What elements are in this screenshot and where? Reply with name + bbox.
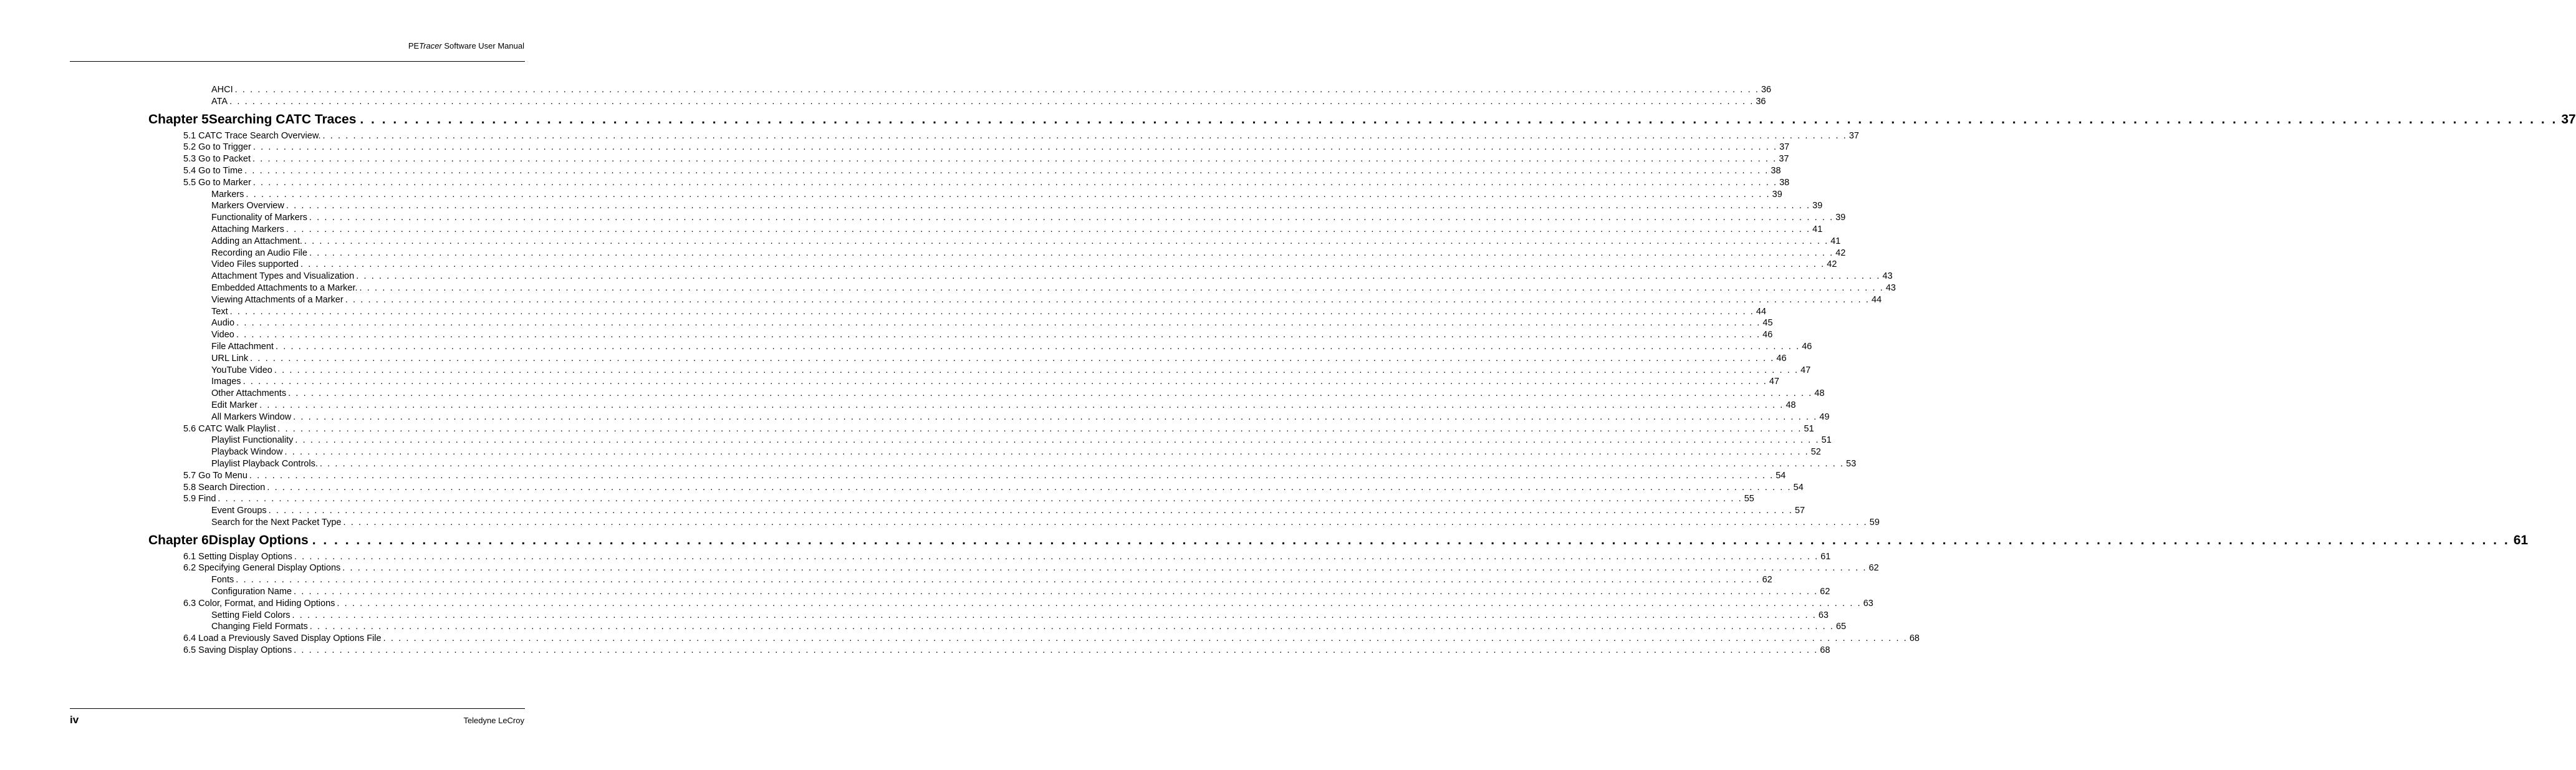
dot-leader: . . . . . . . . . . . . . . . . . . . . . . . . . . . . . . . . . . . . . . . . . . . . . . . . . . . . . . . . . . . . . . . . . . . . . . . . . . . . . . . . . . . . . . . . . . . . . . . . . . . . . . . . . . . . . . . . . . . . . . . . . . . . . . . . . . . . . . . . . . . . . . . . . . . . . . . . . . . . . . . . . . . . . . . . . . . . . . . . . . . . . . . . . . . . . . . . . . . . . . . .: [342, 563, 1867, 574]
dot-leader: . . . . . . . . . . . . . . . . . . . . . . . . . . . . . . . . . . . . . . . . . . . . . . . . . . . . . . . . . . . . . . . . . . . . . . . . . . . . . . . . . . . . . . . . . . . . . . . . . . . . . . . . . . . . . . . . . . . . . . . . . . . . . . . . . . . . . . . . . . . . . . . . . . . . . . . . . . . . . . . . . . . . . . . . . . . . . . . . . . . . . . . . . . . . . . . . . . . . . . . .: [359, 282, 1884, 293]
toc-entry-label: Embedded Attachments to a Marker.: [211, 282, 358, 293]
toc-page-number: 63: [1818, 610, 1829, 620]
toc-entry-label: Playlist Playback Controls.: [211, 458, 318, 469]
toc-page-number: 36: [1761, 85, 1772, 95]
toc-entry[interactable]: [148, 446, 1821, 458]
toc-entry-label: Audio: [211, 318, 235, 329]
toc-entry-label: Playlist Functionality: [211, 435, 294, 446]
footer-company: Teledyne LeCroy: [463, 716, 524, 725]
toc-entry[interactable]: [148, 610, 1829, 622]
dot-leader: . . . . . . . . . . . . . . . . . . . . . . . . . . . . . . . . . . . . . . . . . . . . . . . . . . . . . . . . . . . . . . . . . . . . . . . . . . . . . . . . . . . . . . . . . . . . . . . . . . . . . . . . . . . . . . . . . . . . . . . . . . . . . . . . . . . . . . . . . . . . . . . . . . . . . . . . . . . . . . . . . . . . . . . . . . . . . . . . . . . . . . . . . . . . . . . . . . . . . . . .: [322, 130, 1847, 141]
toc-page-number: 59: [1869, 517, 1880, 527]
dot-leader: . . . . . . . . . . . . . . . . . . . . . . . . . . . . . . . . . . . . . . . . . . . . . . . . . . . . . . . . . . . . . . . . . . . . . . . . . . . . . . . . . . . . . . . . . . . . . . . . . . . . . . . . . . . . . . . . . . . . . . . . . . . . . . . . . . . . . . . . . . . . . . . . . . . . . . . . . . . . . . . . . . . . . . . . . . . . . . . . . . . . . . . . . . . . . . . . . . . . . . . .: [252, 154, 1777, 165]
dot-leader: . . . . . . . . . . . . . . . . . . . . . . . . . . . . . . . . . . . . . . . . . . . . . . . . . . . . . . . . . . . . . . . . . . . . . . . . . . . . . . . . . . . . . . . . . . . . . . . . . . . . . . . . . . . . . . . . . . . . . . . . . . . . . . . . . . . . . . . . . . . . . . . . . . . . . . . . . . . . . . . . . . . . . . . . . . . . . . . . . . . . . . . . . . . . . . . . . . . . . . . .: [284, 447, 1809, 458]
toc-entry-label: Other Attachments: [211, 388, 287, 399]
toc-page-number: 54: [1776, 470, 1786, 481]
toc-entry[interactable]: [148, 236, 1841, 248]
toc-page-number: 47: [1800, 365, 1811, 375]
dot-leader: . . . . . . . . . . . . . . . . . . . . . . . . . . . . . . . . . . . . . . . . . . . . . . . . . . . . . . . . . . . . . . . . . . . . . . . . . . . . . . . . . . . . . . . . . . . . . . . . . . . . . . . . . . . . . . . . . . . . . . . . . . . . . . . . . . . . . . . . . . . . . . . . . . . . . . . . . . . . . . . . . . . . . . . . . . . . . . . . . . . . . . . . . . . . . . . . . . . . . . . .: [309, 248, 1834, 258]
chapter-number: Chapter 5: [148, 112, 209, 127]
toc-page-number: 53: [1846, 458, 1857, 469]
toc-page-number: 46: [1762, 330, 1773, 340]
toc-entry-label: Markers: [211, 189, 244, 200]
toc-entry-label: Attachment Types and Visualization: [211, 271, 355, 282]
toc-entry[interactable]: [148, 142, 1790, 153]
dot-leader: . . . . . . . . . . . . . . . . . . . . . . . . . . . . . . . . . . . . . . . . . . . . . . . . . . . . . . . . . . . . . . . . . . . . . . . . . . . . . . . . . . . . . . . . . . . . . . . . . . . . . . . . . . . . . . . . . . . . . . . . . . . . . . . . . . . . . . . . . . . . . . . . . . . . . . . . . . . . . . . . . . . . . . . . . . . . . . . . . . . . . . . . . . . . . . . . . . . . . . . .: [383, 633, 1908, 644]
toc-entry[interactable]: [148, 271, 1893, 282]
toc-chapter-heading[interactable]: [148, 532, 2529, 549]
running-header: [408, 41, 524, 51]
toc-entry[interactable]: [148, 376, 1779, 388]
toc-page-number: 61: [2513, 532, 2529, 547]
toc-entry[interactable]: [148, 586, 1830, 598]
dot-leader: . . . . . . . . . . . . . . . . . . . . . . . . . . . . . . . . . . . . . . . . . . . . . . . . . . . . . . . . . . . . . . . . . . . . . . . . . . . . . . . . . . . . . . . . . . . . . . . . . . . . . . . . . . . . . . . . . . . . . . . . . . . . . . . . . . . . . . . . . . . . . . . . . . . . . . . . . . . . . . . . . . . . . . . . . . . . . . . . . . . . . . . . . . . . . . . . . . . . . . . .: [252, 142, 1778, 153]
toc-page-number: 46: [1802, 341, 1812, 352]
toc-entry[interactable]: [148, 306, 1767, 318]
page-number: iv: [70, 714, 79, 726]
dot-leader: . . . . . . . . . . . . . . . . . . . . . . . . . . . . . . . . . . . . . . . . . . . . . . . . . . . . . . . . . . . . . . . . . . . . . . . . . . . . . . . . . . . . . . . . . . . . . . . . . . . . . . . . . . . . . . . . . . . . . . . . . . . . . . . . . . . . . . . . . . . . . . . . . . . . . . . . . . . . . . . . . . . . . . . . . . . . . . . . . . . . . . . . . . . . . . . . . . . . . . . .: [259, 400, 1784, 410]
toc-entry-label: Display Options: [208, 532, 309, 547]
toc-page-number: 43: [1885, 282, 1896, 293]
toc-entry-label: Functionality of Markers: [211, 213, 307, 223]
toc-entry-label: Recording an Audio File: [211, 248, 307, 258]
toc-entry-label: 5.4 Go to Time: [183, 165, 243, 176]
toc-entry-label: Video Files supported: [211, 259, 299, 270]
toc-entry[interactable]: [148, 574, 1772, 586]
toc-page-number: 49: [1819, 411, 1830, 422]
table-of-contents: [148, 84, 2576, 657]
toc-page-number: 51: [1821, 435, 1832, 446]
toc-entry-label: 5.1 CATC Trace Search Overview.: [183, 130, 321, 141]
dot-leader: . . . . . . . . . . . . . . . . . . . . . . . . . . . . . . . . . . . . . . . . . . . . . . . . . . . . . . . . . . . . . . . . . . . . . . . . . . . . . . . . . . . . . . . . . . . . . . . . . . . . . . . . . . . . . . . . . . . . . . . . . . . . . . . . . . . . . . . . . . . . . . . . . . . . . . . . . . . . . . . . . . . . . . . . . . . . . . . . . . . . . . . . . . . . . . . . . . . . . . . .: [267, 482, 1792, 493]
toc-entry[interactable]: [148, 470, 1786, 482]
toc-entry[interactable]: [148, 153, 1789, 165]
dot-leader: . . . . . . . . . . . . . . . . . . . . . . . . . . . . . . . . . . . . . . . . . . . . . . . . . . . . . . . . . . . . . . . . . . . . . . . . . . . . . . . . . . . . . . . . . . . . . . . . . . . . . . . . . . . . . . . . . . . . . . . . . . . . . . . . . . . . . . . . . . . . . . . . . . . . . . . . . . . . . . . . . . . . . . . . . . . . . . . . . . . . . . . . . . . . . . . . . . . . . . . .: [236, 575, 1761, 585]
toc-page-number: 61: [1820, 551, 1831, 562]
toc-page-number: 47: [1769, 377, 1779, 387]
toc-page-number: 55: [1744, 494, 1754, 504]
toc-page-number: 62: [1868, 563, 1879, 574]
dot-leader: . . . . . . . . . . . . . . . . . . . . . . . . . . . . . . . . . . . . . . . . . . . . . . . . . . . . . . . . . . . . . . . . . . . . . . . . . . . . . . . . . . . . . . . . . . . . . . . . . . . . . . . . . . . . . . . . . . . . . . . . . . . . . . . . . . . . . . . . . . . . . . . . . . . . . . . . . . . . . . . . . . . . . . . . . . . . . . . . . . . . . . . . . . . . . . . . . . . . . . . .: [292, 610, 1817, 620]
footer-divider: [70, 708, 525, 709]
dot-leader: . . . . . . . . . . . . . . . . . . . . . . . . . . . . . . . . . . . . . . . . . . . . . . . . . . . . . . . . . . . . . . . . . . . . . . . . . . . . . . . . . . . . . . . . . . . . . . . . . . . . . . . . . . . . . . . . . . . . . . . . . . . . . . . . . . . . . . . . . . . . . . . . . . . . . . . . . . . . . . . . . . . . . . . . . . . . . . . . . . . . . . . . . . . . . . . . . . . . . . . .: [309, 213, 1834, 223]
toc-page-number: 48: [1814, 388, 1825, 399]
dot-leader: . . . . . . . . . . . . . . . . . . . . . . . . . . . . . . . . . . . . . . . . . . . . . . . . . . . . . . . . . . . . . . . . . . . . . . . . . . . . . . . . . . . . . . . . . . . . . . . . . . . . . . . . . . . . . . . . . . . . . . . . . . . . . . . . . . . . . . . . . . . . . . . . . . . . . . . . . . . . . . . . . . . . . . . . . . . . . . . . . . . . . . . . . . . . . . . . . . . . . . . .: [246, 189, 1771, 200]
dot-leader: . . . . . . . . . . . . . . . . . . . . . . . . . . . . . . . . . . . . . . . . . . . . . . . . . . . . . . . . . . . . . . . . . . . . . . . . . . . . . . . . . . . . . . . . . . . . . . . . . . . . . . . . . . . . . . . . . . . . . . . . . . . . . . . . . . . . . . . . . . . . . . . . . . . . . . . . . . . . . . . . . . . . . . . . . . . . . . . . . . . . . . . . . . . . . . . . . . . . . . . .: [229, 306, 1754, 317]
toc-entry-label: 5.6 CATC Walk Playlist: [183, 423, 276, 434]
toc-page-number: 68: [1909, 633, 1920, 644]
header-title-suffix: Software User Manual: [441, 41, 524, 51]
toc-page-number: 68: [1820, 645, 1830, 656]
dot-leader: . . . . . . . . . . . . . . . . . . . . . . . . . . . . . . . . . . . . . . . . . . . . . . . . . . . . . . . . . . . . . . . . . . . . . . . . . . . . . . . . . . . . . . . . . . . . . . . . . . . . . . . . . . . . . . . . . . . . . . . . . . . . . . . . . . . . . . . . . . . . . . . . . . . . . . . . . . . . . . . . . . . . . . . . . . . . . . . . . . . . . . . . . . . . . . . . . . . . . . . .: [236, 330, 1761, 340]
toc-entry[interactable]: [148, 259, 1837, 271]
dot-leader: . . . . . . . . . . . . . . . . . . . . . . . . . . . . . . . . . . . . . . . . . . . . . . . . . . . . . . . . . . . . . . . . . . . . . . . . . . . . . . . . . . . . . . . . . . . . . . . . . . . . . . . . . . . . . . . . . . . . . . . . . . . . . . . . . . . . . . . . . . . . . . . . . . . . . . . . . . . . . . . . . . . . . . . . . . . . . . . . . . . . . . . . . . . . . . . . . . . . . . . .: [236, 318, 1761, 329]
toc-entry[interactable]: [148, 458, 1857, 470]
toc-entry[interactable]: [148, 84, 1772, 96]
dot-leader: . . . . . . . . . . . . . . . . . . . . . . . . . . . . . . . . . . . . . . . . . . . . . . . . . . . . . . . . . . . . . . . . . . . . . . . . . . . . . . . . . . . . . . . . . . . . . . . . . . . . . . . . . . . . . . . . . . . . . . . . . . . . . . . . . . . . . . . . . . . . . . . . . . . . . . . . . . . . . . . . . . . . . . . . . . . . . . . . . . . . . . . . . . . . . . . . . . . . . . . .: [286, 201, 1811, 211]
toc-entry-label: 5.5 Go to Marker: [183, 177, 251, 188]
toc-entry[interactable]: [148, 400, 1796, 411]
toc-page-number: 41: [1830, 236, 1841, 246]
chapter-number: Chapter 6: [148, 532, 209, 547]
dot-leader: . . . . . . . . . . . . . . . . . . . . . . . . . . . . . . . . . . . . . . . . . . . . . . . . . . . . . . . . . . . . . . . . . . . . . . . . . . . . . . . . . . . . . . . . . . . . . . . . . . . . . . . . . . . . . . . . . . . . . . . . . . . . . . . . . . . . . . . . . . . . . . . . . . . . . . . . . . . . . . . . . . . . . . . . . . . . . . . . . . . . . . . . . . . . . . . . . . . . . . . .: [243, 377, 1767, 387]
dot-leader: . . . . . . . . . . . . . . . . . . . . . . . . . . . . . . . . . . . . . . . . . . . . . . . . . . . . . . . . . . . . . . . . . . . . . . . . . . . . . . . . . . . . . . . . . . . . . . . . . . . . . . . . . . . . . . . . . . . . . . . . . . . . . . . . . . . . . . . . . . . . . . . . . . . . . . . . . . . . . . . . . . . . . . . . . . . . . . . . . . . . . . . . . . . . . . . . . . . . . . . .: [345, 294, 1870, 305]
dot-leader: . . . . . . . . . . . . . . . . . . . . . . . . . . . . . . . . . . . . . . . . . . . . . . . . . . . . . . . . . . . . . . . . . . . . . . . . . . . . . . . . . . . . . . . . . . . . . . . . . . . . . . . . . . . . . . . . . . . . . . . . . . . . . . . . . . . . . . . . . . . . . . . . . . . . . . . . . . . . . . . . . . . . . . . . . . . . . . . . . . . . . . . . . . . . . . . . . . . . . . . .: [300, 259, 1825, 270]
toc-entry-label: 5.7 Go To Menu: [183, 470, 248, 481]
toc-entry-label: Adding an Attachment.: [211, 236, 302, 246]
dot-leader: . . . . . . . . . . . . . . . . . . . . . . . . . . . . . . . . . . . . . . . . . . . . . . . . . . . . . . . . . . . . . . . . . . . . . . . . . . . . . . . . . . . . . . . . . . . . . . . . . . . . . . . . . . . . . . . . . . . . . . . . . . . . . . . . . . . . . . . . . . . . . . . . . . . . . . . . . . . . . . . . . . . . . . . . . . . . . . . . . . . . . . . . . . . . . . . . . . . . . . . .: [244, 165, 1769, 176]
toc-page-number: 51: [1804, 423, 1814, 434]
toc-entry-label: Configuration Name: [211, 587, 292, 597]
toc-entry-label: Event Groups: [211, 506, 267, 516]
toc-entry-label: ATA: [211, 96, 228, 107]
toc-page-number: 46: [1776, 353, 1787, 363]
toc-page-number: 41: [1812, 224, 1823, 234]
toc-entry[interactable]: [148, 551, 1831, 563]
toc-entry[interactable]: [148, 633, 1920, 645]
dot-leader: . . . . . . . . . . . . . . . . . . . . . . . . . . . . . . . . . . . . . . . . . . . . . . . . . . . . . . . . . . . . . . . . . . . . . . . . . . . . . . . . . . . . . . . . . . . . . . . . . . . . . . . . . . . . . . . . . . . . . . . . . . . . . . . . . . . . . . . . . . . . . . . . . . . . . . . . . . . . . . . . . . . . . . . . . . . . . . . . . . . . . . . . . . . . . . . . . . . . . . . .: [275, 341, 1800, 352]
toc-entry-label: 6.3 Color, Format, and Hiding Options: [183, 598, 335, 609]
dot-leader: . . . . . . . . . . . . . . . . . . . . . . . . . . . . . . . . . . . . . . . . . . . . . . . . . . . . . . . . . . . . . . . . . . . . . . . . . . . . . . . . . . . . . . . . . . . . . . . . . . . . . . . . . . . . . . . . . . . . . . . . . . . . . . . . . . . . . . . . . . . . . . . . . . . . . . . . . . . . . . . . . . . . . . . . . . . . . . . . . . . . . . . . . . . . . . . . . . . . . . . .: [277, 423, 1802, 434]
header-title-prefix: PE: [408, 41, 420, 51]
toc-page-number: 62: [1820, 587, 1830, 597]
toc-page-number: 39: [1812, 201, 1823, 211]
toc-page-number: 48: [1785, 400, 1796, 410]
toc-entry-label: 5.3 Go to Packet: [183, 154, 251, 165]
toc-page-number: 39: [1835, 213, 1846, 223]
toc-page-number: 39: [1772, 189, 1782, 200]
dot-leader: . . . . . . . . . . . . . . . . . . . . . . . . . . . . . . . . . . . . . . . . . . . . . . . . . . . . . . . . . . . . . . . . . . . . . . . . . . . . . . . . . . . . . . . . . . . . . . . . . . . . . . . . . . . . . . . . . . . . . . . . . . . . . . . . . . . . . . . . . . . . . . . . . . . . . . . . . . . . . . . . . . . . . . . . . . . . . . . . . . . . . . . . . . . . . . . . . . . . . . . .: [288, 388, 1813, 399]
toc-entry[interactable]: [148, 423, 1814, 435]
toc-entry[interactable]: [148, 189, 1782, 201]
toc-entry[interactable]: [148, 517, 1880, 529]
toc-entry-label: 5.2 Go to Trigger: [183, 142, 251, 153]
toc-entry-label: 6.1 Setting Display Options: [183, 551, 292, 562]
toc-page-number: 38: [1779, 177, 1790, 188]
toc-entry[interactable]: [148, 482, 1804, 494]
toc-entry-label: YouTube Video: [211, 365, 272, 375]
toc-entry-label: 6.5 Saving Display Options: [183, 645, 292, 656]
toc-chapter-heading[interactable]: [148, 112, 2576, 128]
toc-page-number: 45: [1762, 318, 1773, 329]
toc-entry[interactable]: [148, 282, 1896, 294]
toc-entry-label: Markers Overview: [211, 201, 284, 211]
dot-leader: . . . . . . . . . . . . . . . . . . . . . . . . . . . . . . . . . . . . . . . . . . . . . . . . . . . . . . . . . . . . . . . . . . . . . . . . . . . . . . . . . . . . . . . . . . . . . . . . . . . . . . . . . . . . . . . . . . . . . . . . . . . . . . . . . . . . . . . . . . . . . . . . . . . . . . . . . . . . . . . . . . . . . . . . . . . . . . . . . . . . . . . . . . . . . . . . . . . . . . . .: [249, 470, 1774, 481]
dot-leader: . . . . . . . . . . . . . . . . . . . . . . . . . . . . . . . . . . . . . . . . . . . . . . . . . . . . . . . . . . . . . . . . . . . . . . . . . . . . . . . . . . . . . . . . . . . . . . . . . . . . . . . . . . . . . . . . . . . . . . . . . . . . . . . . . . . . . . . . . . . . . . . . . . . . . . . . . . . . . . . . . . . . . . . . . . . . . . . . . . . . . . . . . . . . . . . . . . . . . . . .: [337, 598, 1862, 609]
toc-entry-label: Images: [211, 377, 241, 387]
toc-entry-label: Searching CATC Traces: [208, 112, 357, 127]
toc-entry-label: 5.9 Find: [183, 494, 216, 504]
toc-entry[interactable]: [148, 200, 1823, 212]
toc-entry-label: 6.2 Specifying General Display Options: [183, 563, 341, 574]
toc-entry-label: Attaching Markers: [211, 224, 284, 234]
toc-entry[interactable]: [148, 248, 1846, 259]
toc-page-number: 36: [1756, 96, 1766, 107]
toc-page-number: 42: [1827, 259, 1837, 270]
toc-entry[interactable]: [148, 562, 1879, 574]
toc-entry-label: AHCI: [211, 85, 233, 95]
toc-entry[interactable]: [148, 598, 1873, 610]
dot-leader: . . . . . . . . . . . . . . . . . . . . . . . . . . . . . . . . . . . . . . . . . . . . . . . . . . . . . . . . . . . . . . . . . . . . . . . . . . . . . . . . . . . . . . . . . . . . . . . . . . . . . . . . . . . . . . . . . . . . . . . . . . . . . . . . . . . . . . . . . . . . . . . . . . . . . . . . . . . . . . . . . . . . . . . . . . . . . . . . . . . . . . . . . . . . . . . . . . . . . . . .: [312, 532, 2510, 547]
toc-entry[interactable]: [148, 621, 1847, 633]
toc-entry-label: Search for the Next Packet Type: [211, 517, 342, 527]
toc-entry[interactable]: [148, 353, 1787, 365]
toc-entry[interactable]: [148, 294, 1882, 306]
dot-leader: . . . . . . . . . . . . . . . . . . . . . . . . . . . . . . . . . . . . . . . . . . . . . . . . . . . . . . . . . . . . . . . . . . . . . . . . . . . . . . . . . . . . . . . . . . . . . . . . . . . . . . . . . . . . . . . . . . . . . . . . . . . . . . . . . . . . . . . . . . . . . . . . . . . . . . . . . . . . . . . . . . . . . . . . . . . . . . . . . . . . . . . . . . . . . . . . . . . . . . . .: [356, 271, 1881, 282]
dot-leader: . . . . . . . . . . . . . . . . . . . . . . . . . . . . . . . . . . . . . . . . . . . . . . . . . . . . . . . . . . . . . . . . . . . . . . . . . . . . . . . . . . . . . . . . . . . . . . . . . . . . . . . . . . . . . . . . . . . . . . . . . . . . . . . . . . . . . . . . . . . . . . . . . . . . . . . . . . . . . . . . . . . . . . . . . . . . . . . . . . . . . . . . . . . . . . . . . . . . . . . .: [304, 236, 1829, 246]
toc-entry[interactable]: [148, 341, 1812, 353]
dot-leader: . . . . . . . . . . . . . . . . . . . . . . . . . . . . . . . . . . . . . . . . . . . . . . . . . . . . . . . . . . . . . . . . . . . . . . . . . . . . . . . . . . . . . . . . . . . . . . . . . . . . . . . . . . . . . . . . . . . . . . . . . . . . . . . . . . . . . . . . . . . . . . . . . . . . . . . . . . . . . . . . . . . . . . . . . . . . . . . . . . . . . . . . . . . . . . . . . . . . . . . .: [268, 506, 1793, 516]
toc-entry[interactable]: [148, 388, 1825, 400]
toc-entry-label: URL Link: [211, 353, 249, 363]
toc-page-number: 44: [1872, 294, 1882, 305]
dot-leader: . . . . . . . . . . . . . . . . . . . . . . . . . . . . . . . . . . . . . . . . . . . . . . . . . . . . . . . . . . . . . . . . . . . . . . . . . . . . . . . . . . . . . . . . . . . . . . . . . . . . . . . . . . . . . . . . . . . . . . . . . . . . . . . . . . . . . . . . . . . . . . . . . . . . . . . . . . . . . . . . . . . . . . . . . . . . . . . . . . . . . . . . . . . . . . . . . . . . . . . .: [274, 365, 1799, 375]
toc-entry[interactable]: [148, 224, 1823, 236]
dot-leader: . . . . . . . . . . . . . . . . . . . . . . . . . . . . . . . . . . . . . . . . . . . . . . . . . . . . . . . . . . . . . . . . . . . . . . . . . . . . . . . . . . . . . . . . . . . . . . . . . . . . . . . . . . . . . . . . . . . . . . . . . . . . . . . . . . . . . . . . . . . . . . . . . . . . . . . . . . . . . . . . . . . . . . . . . . . . . . . . . . . . . . . . . . . . . . . . . . . . . . . .: [218, 494, 1742, 504]
toc-entry[interactable]: [148, 505, 1805, 517]
toc-entry[interactable]: [148, 317, 1773, 329]
toc-page-number: 65: [1836, 622, 1847, 632]
toc-entry[interactable]: [148, 177, 1790, 189]
toc-entry-label: Setting Field Colors: [211, 610, 291, 620]
toc-entry[interactable]: [148, 130, 1859, 142]
toc-entry[interactable]: [148, 96, 1766, 108]
toc-entry-label: Edit Marker: [211, 400, 258, 410]
dot-leader: . . . . . . . . . . . . . . . . . . . . . . . . . . . . . . . . . . . . . . . . . . . . . . . . . . . . . . . . . . . . . . . . . . . . . . . . . . . . . . . . . . . . . . . . . . . . . . . . . . . . . . . . . . . . . . . . . . . . . . . . . . . . . . . . . . . . . . . . . . . . . . . . . . . . . . . . . . . . . . . . . . . . . . . . . . . . . . . . . . . . . . . . . . . . . . . . . . . . . . . .: [309, 622, 1835, 632]
header-divider: [70, 61, 525, 62]
toc-entry[interactable]: [148, 365, 1811, 377]
toc-page-number: 38: [1771, 165, 1781, 176]
dot-leader: . . . . . . . . . . . . . . . . . . . . . . . . . . . . . . . . . . . . . . . . . . . . . . . . . . . . . . . . . . . . . . . . . . . . . . . . . . . . . . . . . . . . . . . . . . . . . . . . . . . . . . . . . . . . . . . . . . . . . . . . . . . . . . . . . . . . . . . . . . . . . . . . . . . . . . . . . . . . . . . . . . . . . . . . . . . . . . . . . . . . . . . . . . . . . . . . . . . . . . . .: [319, 458, 1845, 469]
toc-entry-label: 6.4 Load a Previously Saved Display Options File: [183, 633, 382, 644]
toc-entry[interactable]: [148, 493, 1754, 505]
toc-page-number: 37: [1779, 142, 1790, 153]
dot-leader: . . . . . . . . . . . . . . . . . . . . . . . . . . . . . . . . . . . . . . . . . . . . . . . . . . . . . . . . . . . . . . . . . . . . . . . . . . . . . . . . . . . . . . . . . . . . . . . . . . . . . . . . . . . . . . . . . . . . . . . . . . . . . . . . . . . . . . . . . . . . . . . . . . . . . . . . . . . . . . . . . . . . . . . . . . . . . . . . . . . . . . . . . . . . . . . . . . . . . . . .: [234, 85, 1759, 95]
dot-leader: . . . . . . . . . . . . . . . . . . . . . . . . . . . . . . . . . . . . . . . . . . . . . . . . . . . . . . . . . . . . . . . . . . . . . . . . . . . . . . . . . . . . . . . . . . . . . . . . . . . . . . . . . . . . . . . . . . . . . . . . . . . . . . . . . . . . . . . . . . . . . . . . . . . . . . . . . . . . . . . . . . . . . . . . . . . . . . . . . . . . . . . . . . . . . . . . . . . . . . . .: [295, 435, 1820, 446]
dot-leader: . . . . . . . . . . . . . . . . . . . . . . . . . . . . . . . . . . . . . . . . . . . . . . . . . . . . . . . . . . . . . . . . . . . . . . . . . . . . . . . . . . . . . . . . . . . . . . . . . . . . . . . . . . . . . . . . . . . . . . . . . . . . . . . . . . . . . . . . . . . . . . . . . . . . . . . . . . . . . . . . . . . . . . . . . . . . . . . . . . . . . . . . . . . . . . . . . . . . . . . .: [252, 177, 1778, 188]
toc-entry[interactable]: [148, 329, 1773, 341]
toc-entry-label: Viewing Attachments of a Marker: [211, 294, 344, 305]
dot-leader: . . . . . . . . . . . . . . . . . . . . . . . . . . . . . . . . . . . . . . . . . . . . . . . . . . . . . . . . . . . . . . . . . . . . . . . . . . . . . . . . . . . . . . . . . . . . . . . . . . . . . . . . . . . . . . . . . . . . . . . . . . . . . . . . . . . . . . . . . . . . . . . . . . . . . . . . . . . . . . . . . . . . . . . . . . . . . . . . . . . . . . . . . . . . . . . . . . . . . . . .: [294, 645, 1819, 656]
dot-leader: . . . . . . . . . . . . . . . . . . . . . . . . . . . . . . . . . . . . . . . . . . . . . . . . . . . . . . . . . . . . . . . . . . . . . . . . . . . . . . . . . . . . . . . . . . . . . . . . . . . . . . . . . . . . . . . . . . . . . . . . . . . . . . . . . . . . . . . . . . . . . . . . . . . . . . . . . . . . . . . . . . . . . . . . . . . . . . . . . . . . . . . . . . . . . . . . . . . . . . . .: [360, 112, 2558, 127]
toc-entry-label: Text: [211, 306, 228, 317]
toc-page-number: 44: [1756, 306, 1767, 317]
toc-page-number: 57: [1794, 506, 1805, 516]
toc-entry-label: File Attachment: [211, 341, 274, 352]
toc-entry-label: All Markers Window: [211, 411, 292, 422]
dot-leader: . . . . . . . . . . . . . . . . . . . . . . . . . . . . . . . . . . . . . . . . . . . . . . . . . . . . . . . . . . . . . . . . . . . . . . . . . . . . . . . . . . . . . . . . . . . . . . . . . . . . . . . . . . . . . . . . . . . . . . . . . . . . . . . . . . . . . . . . . . . . . . . . . . . . . . . . . . . . . . . . . . . . . . . . . . . . . . . . . . . . . . . . . . . . . . . . . . . . . . . .: [294, 551, 1819, 562]
header-title-italic: Tracer: [419, 41, 442, 51]
toc-page-number: 37: [1848, 130, 1859, 141]
toc-entry[interactable]: [148, 645, 1830, 657]
toc-entry-label: Video: [211, 330, 234, 340]
toc-entry-label: Changing Field Formats: [211, 622, 308, 632]
toc-page-number: 54: [1793, 482, 1804, 493]
toc-page-number: 37: [1779, 154, 1789, 165]
toc-page-number: 43: [1882, 271, 1893, 282]
dot-leader: . . . . . . . . . . . . . . . . . . . . . . . . . . . . . . . . . . . . . . . . . . . . . . . . . . . . . . . . . . . . . . . . . . . . . . . . . . . . . . . . . . . . . . . . . . . . . . . . . . . . . . . . . . . . . . . . . . . . . . . . . . . . . . . . . . . . . . . . . . . . . . . . . . . . . . . . . . . . . . . . . . . . . . . . . . . . . . . . . . . . . . . . . . . . . . . . . . . . . . . .: [250, 353, 1775, 363]
dot-leader: . . . . . . . . . . . . . . . . . . . . . . . . . . . . . . . . . . . . . . . . . . . . . . . . . . . . . . . . . . . . . . . . . . . . . . . . . . . . . . . . . . . . . . . . . . . . . . . . . . . . . . . . . . . . . . . . . . . . . . . . . . . . . . . . . . . . . . . . . . . . . . . . . . . . . . . . . . . . . . . . . . . . . . . . . . . . . . . . . . . . . . . . . . . . . . . . . . . . . . . .: [343, 517, 1868, 527]
toc-page-number: 37: [2561, 112, 2576, 127]
dot-leader: . . . . . . . . . . . . . . . . . . . . . . . . . . . . . . . . . . . . . . . . . . . . . . . . . . . . . . . . . . . . . . . . . . . . . . . . . . . . . . . . . . . . . . . . . . . . . . . . . . . . . . . . . . . . . . . . . . . . . . . . . . . . . . . . . . . . . . . . . . . . . . . . . . . . . . . . . . . . . . . . . . . . . . . . . . . . . . . . . . . . . . . . . . . . . . . . . . . . . . . .: [229, 96, 1754, 107]
toc-page-number: 62: [1762, 575, 1772, 585]
dot-leader: . . . . . . . . . . . . . . . . . . . . . . . . . . . . . . . . . . . . . . . . . . . . . . . . . . . . . . . . . . . . . . . . . . . . . . . . . . . . . . . . . . . . . . . . . . . . . . . . . . . . . . . . . . . . . . . . . . . . . . . . . . . . . . . . . . . . . . . . . . . . . . . . . . . . . . . . . . . . . . . . . . . . . . . . . . . . . . . . . . . . . . . . . . . . . . . . . . . . . . . .: [293, 411, 1818, 422]
toc-page-number: 52: [1810, 447, 1821, 458]
toc-entry-label: Playback Window: [211, 447, 283, 458]
dot-leader: . . . . . . . . . . . . . . . . . . . . . . . . . . . . . . . . . . . . . . . . . . . . . . . . . . . . . . . . . . . . . . . . . . . . . . . . . . . . . . . . . . . . . . . . . . . . . . . . . . . . . . . . . . . . . . . . . . . . . . . . . . . . . . . . . . . . . . . . . . . . . . . . . . . . . . . . . . . . . . . . . . . . . . . . . . . . . . . . . . . . . . . . . . . . . . . . . . . . . . . .: [286, 224, 1811, 234]
toc-page-number: 63: [1863, 598, 1873, 609]
dot-leader: . . . . . . . . . . . . . . . . . . . . . . . . . . . . . . . . . . . . . . . . . . . . . . . . . . . . . . . . . . . . . . . . . . . . . . . . . . . . . . . . . . . . . . . . . . . . . . . . . . . . . . . . . . . . . . . . . . . . . . . . . . . . . . . . . . . . . . . . . . . . . . . . . . . . . . . . . . . . . . . . . . . . . . . . . . . . . . . . . . . . . . . . . . . . . . . . . . . . . . . .: [293, 587, 1819, 597]
toc-entry-label: Fonts: [211, 575, 234, 585]
toc-entry[interactable]: [148, 165, 1781, 177]
toc-entry[interactable]: [148, 435, 1832, 446]
toc-entry-label: 5.8 Search Direction: [183, 482, 266, 493]
toc-entry[interactable]: [148, 212, 1846, 224]
toc-page-number: 42: [1835, 248, 1846, 258]
toc-entry[interactable]: [148, 411, 1830, 423]
